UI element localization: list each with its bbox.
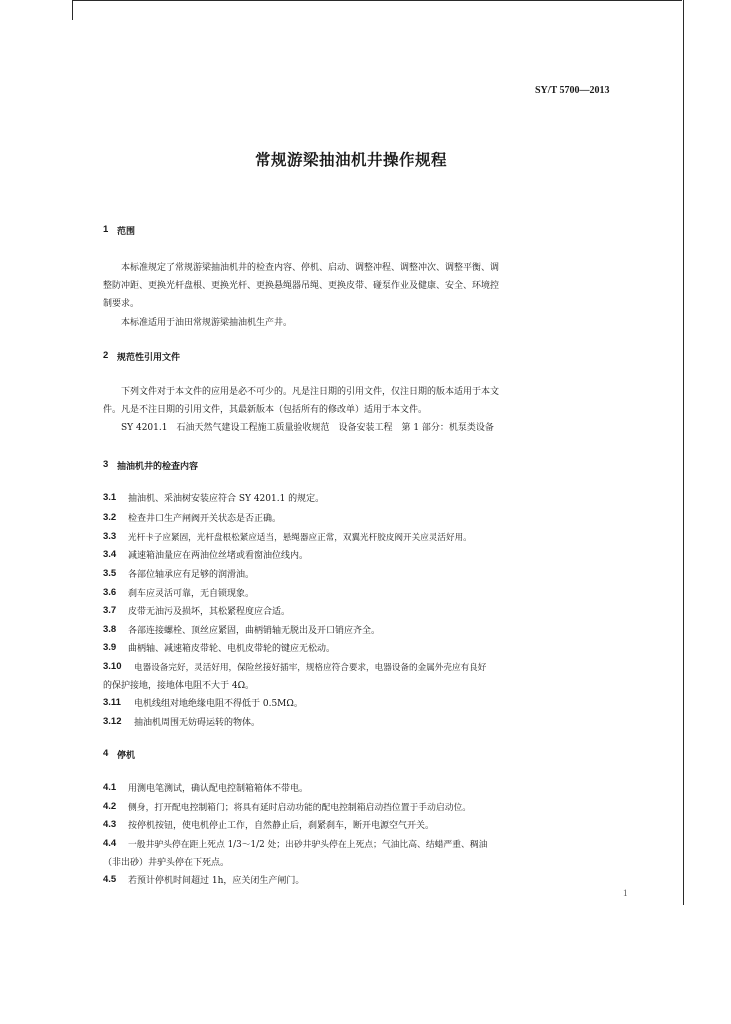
item-4-3-text: 按停机按钮，使电机停止工作，自然静止后，刹紧刹车，断开电源空气开关。 (128, 821, 435, 831)
item-3-1-text: 抽油机、采油树安装应符合 SY 4201.1 的规定。 (128, 494, 325, 504)
item-3-4-number: 3.4 (103, 549, 117, 560)
text-line: 本标准规定了常规游梁抽油机井的检查内容、停机、启动、调整冲程、调整冲次、调整平衡、调 (121, 263, 500, 273)
item-3-7-number: 3.7 (103, 605, 117, 616)
item-3-3-number: 3.3 (103, 531, 117, 542)
item-3-12-text: 抽油机周围无妨碍运转的物体。 (134, 718, 261, 728)
section-1-title: 范围 (117, 227, 136, 237)
item-3-5-text: 各部位轴承应有足够的润滑油。 (128, 570, 255, 580)
item-3-11-number: 3.11 (103, 697, 121, 708)
item-3-10-text-line-1: 电器设备完好，灵活好用，保险丝接好插牢，规格应符合要求，电器设备的金属外壳应有良好 (134, 663, 487, 673)
item-4-4-text-line-1: 一般井驴头停在距上死点 1/3～1/2 处；出砂井驴头停在上死点；气油比高、结蜡严重、稠油 (128, 840, 488, 850)
item-3-2-text: 检查井口生产闸阀开关状态是否正确。 (128, 514, 282, 524)
section-3-number: 3 (103, 459, 109, 470)
scan-frame-left (72, 0, 73, 20)
section-1-number: 1 (103, 224, 109, 235)
item-3-7-text: 皮带无油污及损坏，其松紧程度应合适。 (128, 607, 291, 617)
section-3-title: 抽油机井的检查内容 (117, 462, 199, 472)
item-3-3-text: 光杆卡子应紧固，光杆盘根松紧应适当，悬绳器应正常，双翼光杆胶皮阀开关应灵活好用。 (128, 533, 472, 543)
section-1-paragraph-2: 本标准适用于油田常规游梁抽油机生产井。 (121, 318, 293, 328)
item-4-4-text-line-2: （非出砂）井驴头停在下死点。 (103, 858, 230, 868)
item-3-9-number: 3.9 (103, 642, 117, 653)
item-3-8-number: 3.8 (103, 624, 117, 635)
standard-code: SY/T 5700—2013 (535, 85, 610, 96)
item-4-2-number: 4.2 (103, 801, 117, 812)
item-3-4-text: 减速箱油量应在两油位丝堵或看窗油位线内。 (128, 551, 309, 561)
item-3-2-number: 3.2 (103, 512, 117, 523)
section-1-paragraph-1 (103, 259, 633, 313)
item-4-1-number: 4.1 (103, 782, 117, 793)
item-4-3-number: 4.3 (103, 819, 117, 830)
section-4-title: 停机 (117, 751, 136, 761)
item-4-5-number: 4.5 (103, 874, 117, 885)
section-2-reference: SY 4201.1 石油天然气建设工程施工质量验收规范 设备安装工程 第 1 部分：机泵类设备 (121, 423, 494, 433)
item-4-4-number: 4.4 (103, 838, 117, 849)
page-number: 1 (623, 888, 628, 898)
item-4-2-text: 侧身，打开配电控制箱门；将具有延时启动功能的配电控制箱启动挡位置于手动启动位。 (128, 803, 472, 813)
item-3-6-number: 3.6 (103, 587, 117, 598)
item-3-6-text: 刹车应灵活可靠，无自锁现象。 (128, 589, 255, 599)
scan-frame-right (683, 0, 684, 905)
text-line: 下列文件对于本文件的应用是必不可少的。凡是注日期的引用文件，仅注日期的版本适用于本文 (121, 387, 500, 397)
section-2-title: 规范性引用文件 (117, 353, 181, 363)
item-4-5-text: 若预计停机时间超过 1h，应关闭生产闸门。 (128, 876, 305, 886)
item-3-10-text-line-2: 的保护接地，接地体电阻不大于 4Ω。 (103, 681, 255, 691)
item-3-5-number: 3.5 (103, 568, 117, 579)
item-4-1-text: 用测电笔测试，确认配电控制箱箱体不带电。 (128, 784, 309, 794)
text-line: 制要求。 (103, 299, 140, 309)
text-line: 整防冲距、更换光杆盘根、更换光杆、更换悬绳器吊绳、更换皮带、碰泵作业及健康、安全、环境控 (103, 281, 500, 291)
item-3-8-text: 各部连接螺栓、顶丝应紧固，曲柄销轴无脱出及开口销应齐全。 (128, 626, 381, 636)
item-3-10-number: 3.10 (103, 661, 122, 672)
item-3-1-number: 3.1 (103, 492, 117, 503)
item-3-11-text: 电机线组对地绝缘电阻不得低于 0.5MΩ。 (134, 699, 303, 709)
item-3-12-number: 3.12 (103, 716, 122, 727)
scan-frame-top (72, 0, 682, 1)
section-2-paragraph-1 (103, 383, 633, 419)
section-4-number: 4 (103, 748, 109, 759)
text-line: 件。凡是不注日期的引用文件，其最新版本（包括所有的修改单）适用于本文件。 (103, 405, 428, 415)
document-title: 常规游梁抽油机井操作规程 (255, 151, 448, 169)
section-2-number: 2 (103, 350, 109, 361)
item-3-9-text: 曲柄轴、减速箱皮带轮、电机皮带轮的键应无松动。 (128, 644, 336, 654)
